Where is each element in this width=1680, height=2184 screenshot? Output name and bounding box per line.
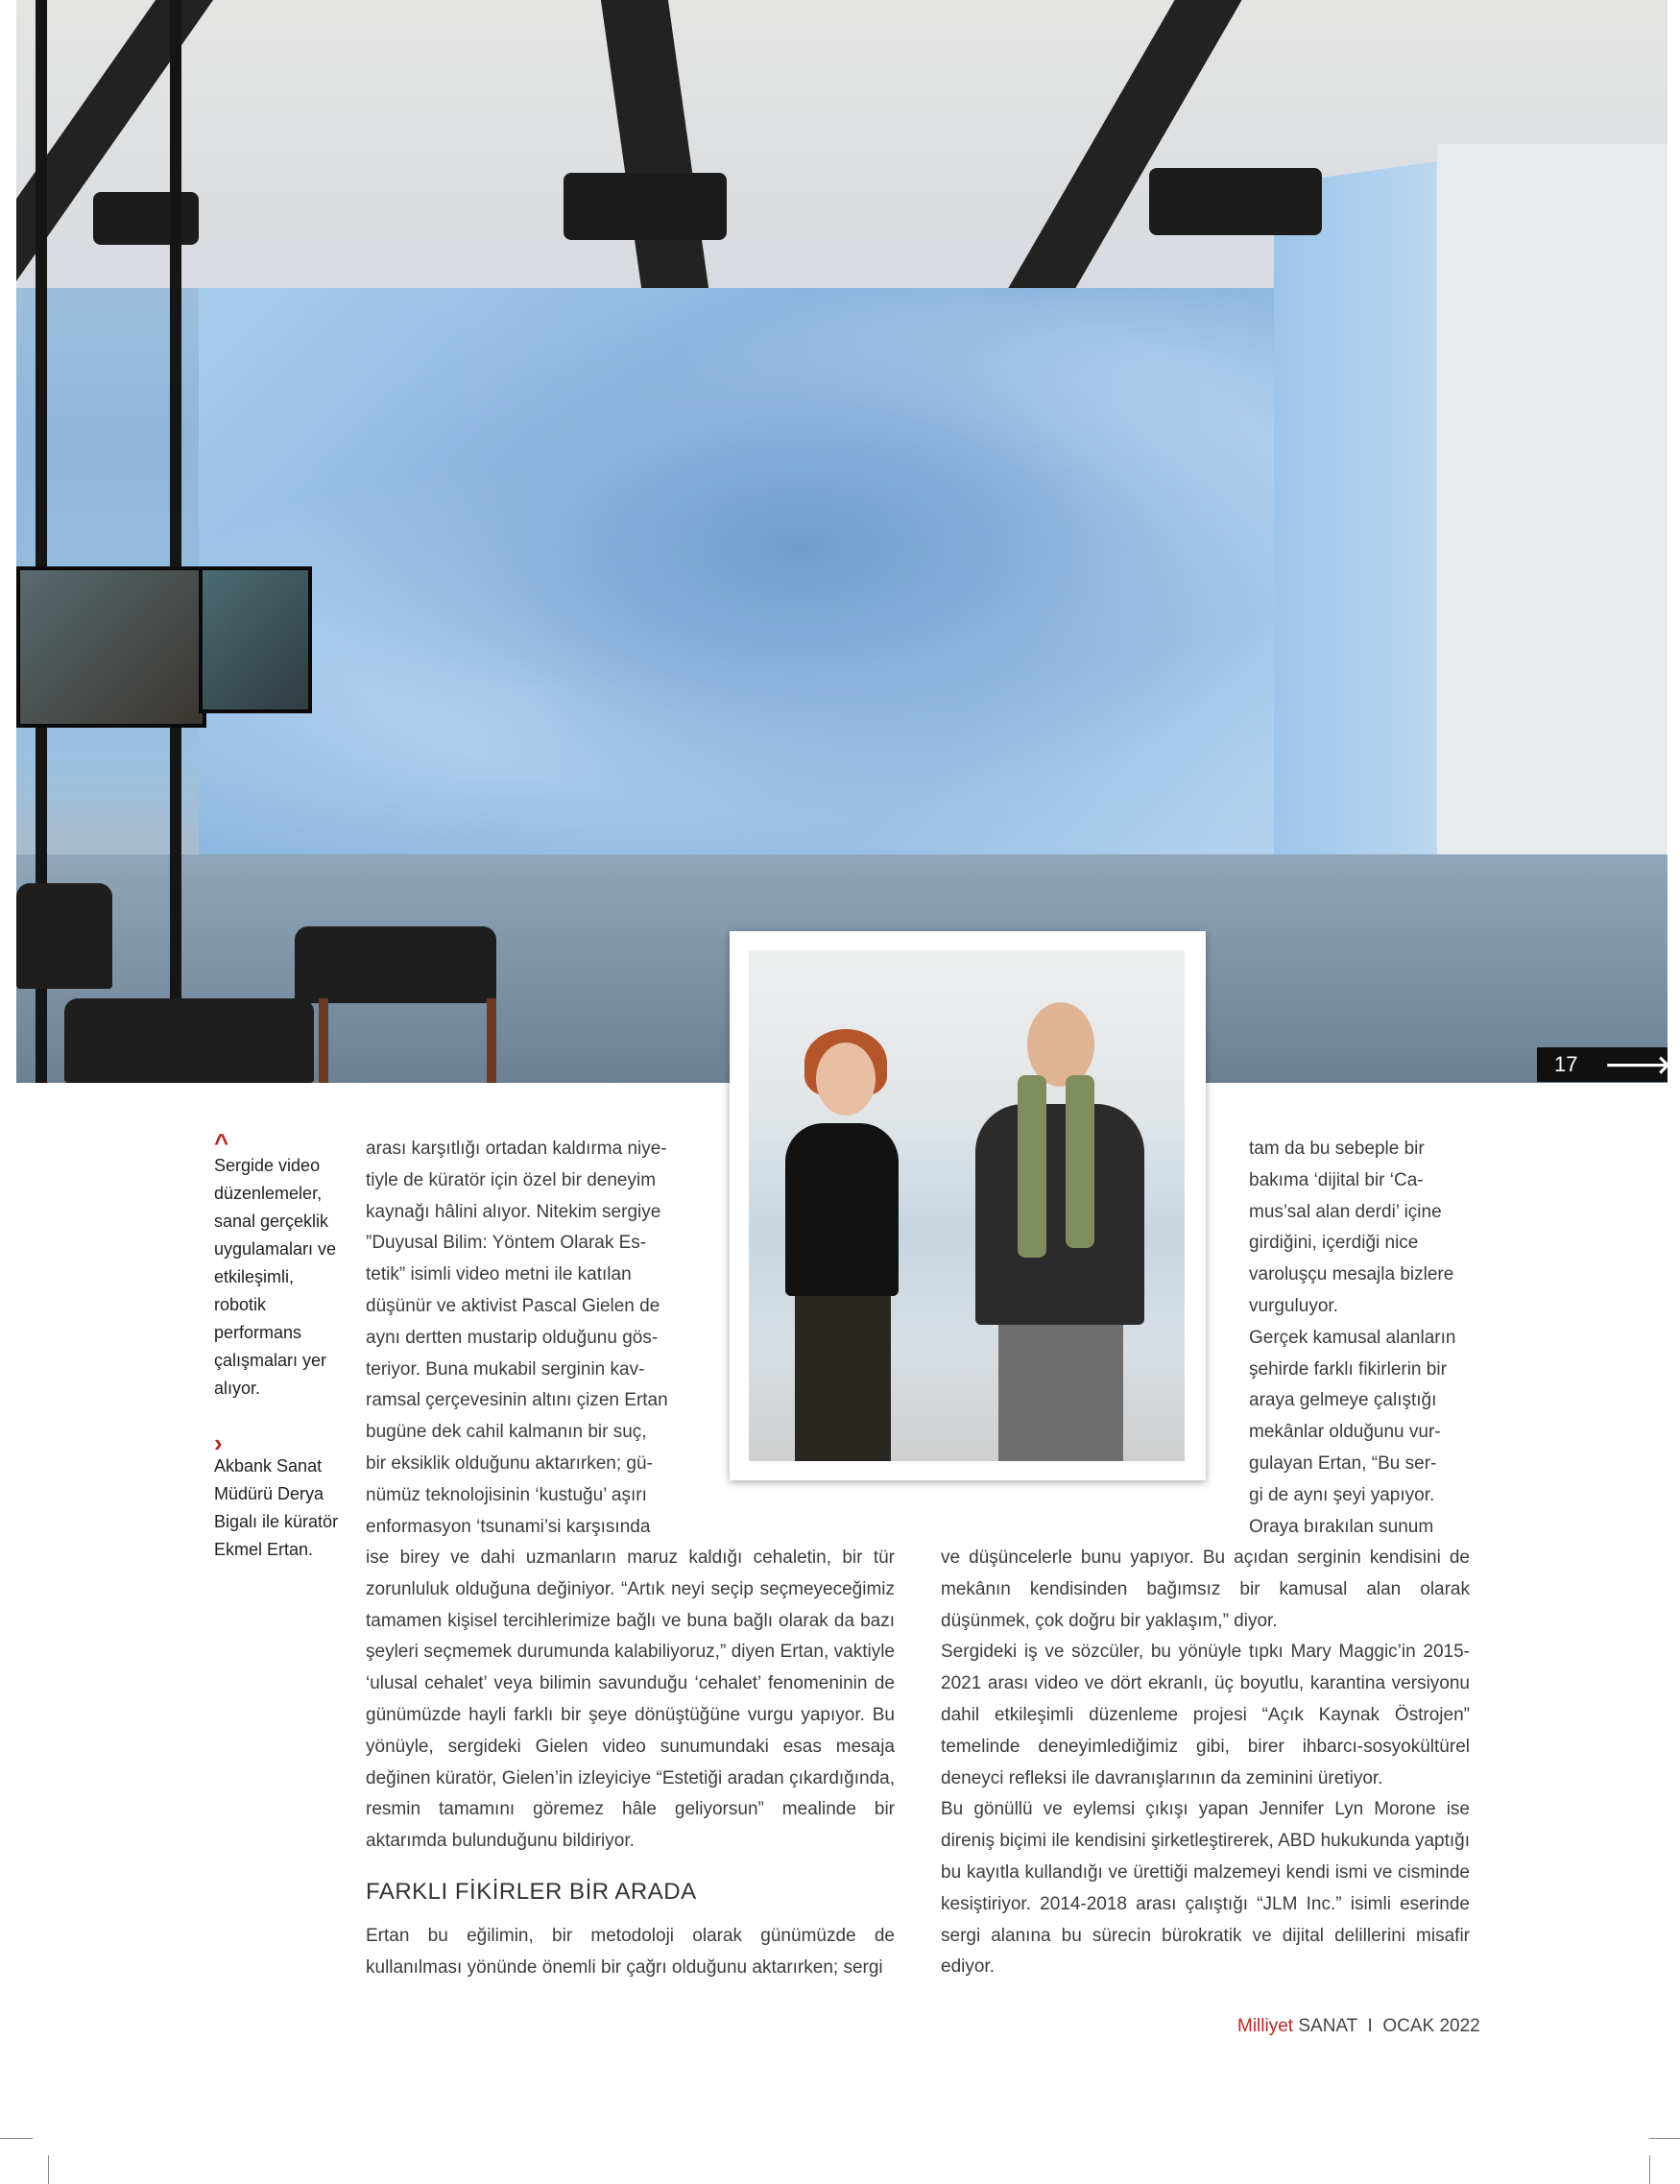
text-line: bakıma ‘dijital bir ‘Ca- <box>1249 1169 1424 1190</box>
text-line: mus’sal alan derdi’ içine <box>1249 1201 1442 1222</box>
page-number-tab <box>1537 1047 1672 1082</box>
caption-text: Akbank Sanat Müdürü Derya Bigalı ile küratör Ekmel Ertan. <box>214 1456 339 1559</box>
left-column-paragraph <box>366 1543 895 1858</box>
display-pole <box>170 0 181 1083</box>
text-line: ”Duyusal Bilim: Yöntem Olarak Es- <box>366 1233 647 1254</box>
right-column-wide <box>941 1543 1470 1983</box>
text-line: mekânlar olduğunu vur- <box>1249 1422 1441 1443</box>
person-figure <box>785 1123 899 1296</box>
text-line: arası karşıtlığı ortadan kaldırma niye- <box>366 1139 667 1159</box>
text-line: gi de aynı şeyi yapıyor. <box>1249 1484 1435 1505</box>
body-paragraph: Sergideki iş ve sözcüler, bu yönüyle tıpkı Mary Maggic’in 2015-2021 arası video ve dört ekranlı, üç boyutlu, karantina versiyonu dahil etkileşimli düzenleme projesi “Açık Kaynak Östrojen” temelinde deneyimlediğimiz gibi, birer ihbarcı-sosyokültürel deneyci refleksi ile davranışlarının da zeminini üretiyor. <box>941 1642 1470 1788</box>
footer-issue: OCAK 2022 <box>1382 2016 1480 2036</box>
scarf <box>1018 1075 1046 1258</box>
text-line: varoluşçu mesajla bizlere <box>1249 1264 1454 1285</box>
stool-leg <box>487 998 496 1083</box>
photo-caption-2 <box>214 1428 339 1564</box>
text-line: enformasyon ‘tsunami’si karşısında <box>366 1516 651 1537</box>
person-figure <box>795 1286 891 1461</box>
text-line: aynı dertten mustarip olduğunu gös- <box>366 1327 659 1348</box>
photo-caption-1 <box>214 1128 339 1403</box>
footer-section: SANAT <box>1298 2016 1357 2036</box>
text-line: Oraya bırakılan sunum <box>1249 1516 1434 1537</box>
section-heading: FARKLI FİKİRLER BİR ARADA <box>366 1879 697 1905</box>
text-line: tetik” isimli video metni ile katılan <box>366 1264 632 1285</box>
projector <box>93 192 199 245</box>
projector <box>1149 168 1322 235</box>
footer-separator: I <box>1367 2016 1373 2036</box>
text-line: vurguluyor. <box>1249 1295 1338 1316</box>
crop-mark <box>48 2155 49 2184</box>
video-monitor <box>16 566 206 728</box>
text-line: bugüne dek cahil kalmanın bir suç, <box>366 1422 647 1443</box>
video-monitor <box>199 566 312 713</box>
hero-gallery-photo <box>16 0 1668 1083</box>
caption-text: Sergide video düzenlemeler, sanal gerçeklik uygulamaları ve etkileşimli, robotik performans çalışmaları yer alıyor. <box>214 1156 337 1398</box>
person-figure <box>998 1315 1123 1461</box>
crop-mark <box>0 2138 33 2139</box>
stool-leg <box>319 998 328 1083</box>
text-line: bir eksiklik olduğunu aktarırken; gü- <box>366 1452 653 1474</box>
page-footer <box>1237 2016 1480 2037</box>
left-column-narrow <box>366 1134 684 1543</box>
text-line: teriyor. Buna mukabil serginin kav- <box>366 1358 645 1380</box>
person-figure <box>816 1043 876 1116</box>
text-line: nümüz teknolojisinin ‘kustuğu’ aşırı <box>366 1484 647 1505</box>
text-line: girdiğini, içerdiği nice <box>1249 1233 1419 1254</box>
text-line: ramsal çerçevesinin altını çizen Ertan <box>366 1390 668 1411</box>
stool <box>16 883 112 989</box>
stool <box>64 998 314 1083</box>
text-line: tam da bu sebeple bir <box>1249 1139 1425 1159</box>
body-paragraph: ise birey ve dahi uzmanların maruz kaldığı cehaletin, bir tür zorunluluk olduğuna değiniyor. “Artık neyi seçip seçmeyeceğimiz tamamen kişisel tercihlerimize bağlı ve buna bağlı olarak da bazı şeyleri seçmemek durumunda kalabiliyoruz,” diyen Ertan, vaktiyle ‘ulusal cehalet’ veya bilimin savunduğu ‘cehalet’ fenomeninin de günümüzde hayli farklı bir şeye dönüştüğüne vurgu yapıyor. Bu yönüyle, sergideki Gielen video sunumundaki esas mesaja değinen küratör, Gielen’in izleyiciye “Estetiği aradan çıkardığında, resmin tamamını göremez hâle geliyorsun” mealinde bir aktarımda bulunduğunu bildiriyor. <box>366 1548 895 1852</box>
body-paragraph: ve düşüncelerle bunu yapıyor. Bu açıdan serginin kendisini de mekânın kendisinden bağımsız bir kamusal alan olarak düşünmek, çok doğru bir yaklaşım,” diyor. <box>941 1548 1470 1631</box>
person-figure <box>975 1104 1144 1325</box>
text-line: şehirde farklı fikirlerin bir <box>1249 1358 1447 1380</box>
stool <box>295 926 496 1003</box>
text-line: kaynağı hâlini alıyor. Nitekim sergiye <box>366 1201 661 1222</box>
text-line: Gerçek kamusal alanların <box>1249 1327 1456 1348</box>
scarf <box>1066 1075 1094 1248</box>
footer-brand: Milliyet <box>1237 2016 1294 2036</box>
body-paragraph: Bu gönüllü ve eylemsi çıkışı yapan Jennifer Lyn Morone ise direniş biçimi ile kendisini şirketleştirerek, ABD hukukunda yaptığı bu kayıtla kullandığı ve ürettiği malzemeyi kendi ismi ve cisminde kesiştiriyor. 2014-2018 arası çalıştığı “JLM Inc.” isimli eserinde sergi alanına bu sürecin bürokratik ve dijital delillerini misafir ediyor. <box>941 1799 1470 1978</box>
text-line: düşünür ve aktivist Pascal Gielen de <box>366 1295 660 1316</box>
text-line: tiyle de küratör için özel bir deneyim <box>366 1169 657 1190</box>
crop-mark <box>1649 2155 1650 2184</box>
caret-up-icon: ^ <box>214 1128 229 1157</box>
crop-mark <box>1649 2138 1680 2139</box>
projector <box>564 173 727 240</box>
projection-side-wall <box>1274 161 1437 972</box>
projected-artwork <box>199 288 1293 864</box>
left-column-after-heading <box>366 1921 895 1984</box>
right-column-narrow <box>1249 1134 1469 1543</box>
body-paragraph: Ertan bu eğilimin, bir metodoloji olarak günümüzde de kullanılması yönünde önemli bir çağrı olduğunu aktarırken; sergi <box>366 1926 895 1978</box>
text-line: araya gelmeye çalıştığı <box>1249 1390 1437 1411</box>
inset-photo-frame <box>730 931 1206 1480</box>
chevron-right-icon: › <box>214 1428 223 1457</box>
person-figure <box>1027 1002 1094 1087</box>
next-arrow-icon: 🡒 <box>1604 1049 1672 1079</box>
inset-portrait-photo <box>749 950 1185 1461</box>
text-line: gulayan Ertan, “Bu ser- <box>1249 1452 1437 1474</box>
page-number: 17 <box>1554 1052 1578 1076</box>
